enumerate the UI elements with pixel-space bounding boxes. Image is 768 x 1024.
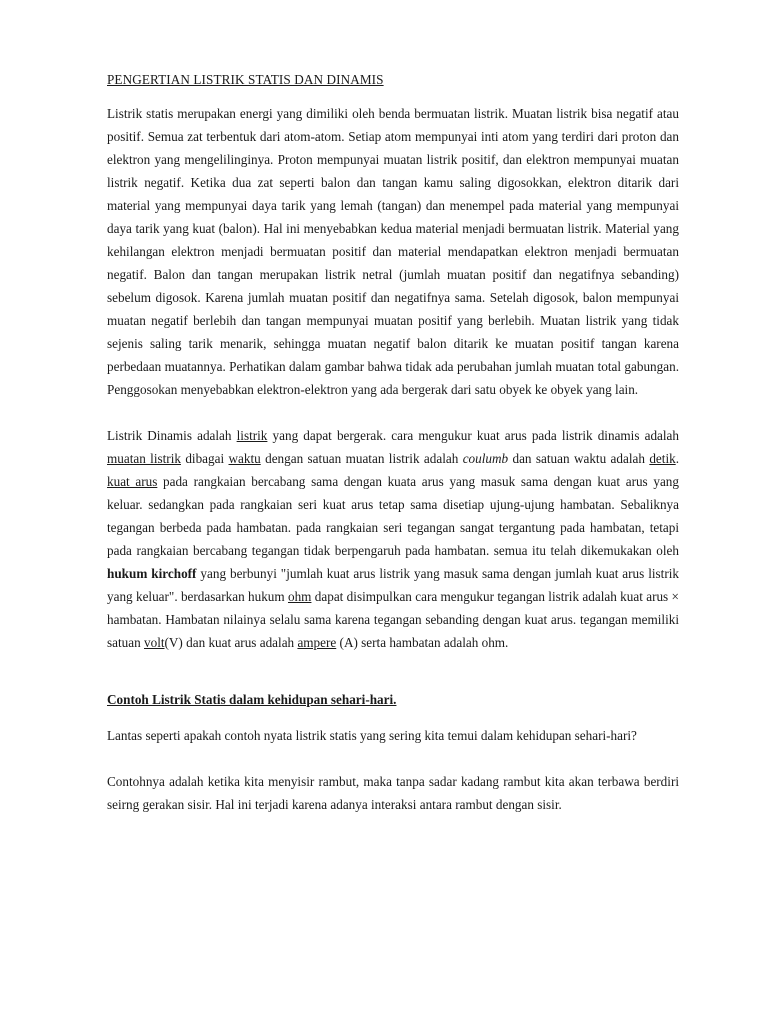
text-run: dibagai [180, 451, 229, 466]
paragraph-dynamic-electricity [107, 424, 679, 654]
link-ohm[interactable]: ohm [287, 589, 312, 604]
paragraph-question: Lantas seperti apakah contoh nyata listrik statis yang sering kita temui dalam kehidupan sehari-hari? [107, 728, 637, 743]
paragraph-static-electricity: Listrik statis merupakan energi yang dimiliki oleh benda bermuatan listrik. Muatan listrik bisa negatif atau positif. Semua zat terbentuk dari atom-atom. Setiap atom mempunyai inti atom yang terdiri dari proton dan elektron yang mengelilinginya. Proton mempunyai muatan listrik positif, dan elektron mempunyai muatan listrik negatif. Ketika dua zat seperti balon dan tangan kamu saling digosokkan, elektron ditarik dari material yang mempunyai daya tarik yang lemah (tangan) dan menempel pada material yang mempunyai daya tarik yang kuat (balon). Hal ini menyebabkan kedua material menjadi bermuatan listrik. Material yang kehilangan elektron menjadi bermuatan positif dan material mendapatkan elektron menjadi bermuatan negatif. Balon dan tangan merupakan listrik netral (jumlah muatan positif dan negatifnya sebanding) sebelum digosok. Karena jumlah muatan positif dan negatifnya sama. Setelah digosok, balon mempunyai muatan negatif berlebih dan tangan mempunyai muatan positif yang berlebih. Muatan listrik yang tidak sejenis saling tarik menarik, sehingga muatan negatif balon ditarik ke muatan positif tangan karena perbedaan muatannya. Perhatikan dalam gambar bahwa tidak ada perubahan jumlah muatan total gabungan. Penggosokan menyebabkan elektron-elektron yang ada bergerak dari satu obyek ke obyek yang lain. [107, 106, 679, 397]
link-listrik[interactable]: listrik [236, 428, 268, 443]
text-run: dan satuan waktu adalah [508, 451, 650, 466]
text-run: . [675, 451, 679, 466]
text-run: Listrik Dinamis adalah [107, 428, 237, 443]
link-kuat-arus[interactable]: kuat arus [107, 474, 158, 489]
text-run: (V) dan kuat arus adalah [164, 635, 298, 650]
document-title: PENGERTIAN LISTRIK STATIS DAN DINAMIS [107, 72, 384, 87]
term-coulumb: coulumb [462, 451, 509, 466]
link-detik[interactable]: detik [649, 451, 676, 466]
text-run: yang berbunyi "jumlah kuat arus listrik yang masuk sama dengan jumlah kuat arus listrik yang keluar". berdasarkan hukum [107, 566, 679, 604]
text-run: yang dapat bergerak. cara mengukur kuat arus pada listrik dinamis adalah [267, 428, 680, 443]
text-run: dapat disimpulkan cara mengukur tegangan listrik adalah kuat arus × hambatan. Hambatan nilainya selalu sama karena tegangan sebanding dengan kuat arus. tegangan memiliki satuan [107, 589, 679, 650]
text-run: (A) serta hambatan adalah ohm. [336, 635, 509, 650]
document-page [107, 68, 679, 816]
term-hukum-kirchoff: hukum kirchoff [107, 566, 197, 581]
link-ampere[interactable]: ampere [297, 635, 337, 650]
link-muatan-listrik[interactable]: muatan listrik [107, 451, 181, 466]
paragraph-example: Contohnya adalah ketika kita menyisir rambut, maka tanpa sadar kadang rambut kita akan terbawa berdiri seirng gerakan sisir. Hal ini terjadi karena adanya interaksi antara rambut dengan sisir. [107, 774, 679, 812]
link-waktu[interactable]: waktu [228, 451, 261, 466]
text-run: pada rangkaian bercabang sama dengan kuata arus yang masuk sama dengan kuat arus yang keluar. sedangkan pada rangkaian seri kuat arus tetap sama disetiap ujung-ujung hambatan. Sebaliknya tegangan berbeda pada hambatan. pada rangkaian seri tegangan sangat tergantung pada hambatan, tetapi pada rangkaian bercabang tegangan tidak berpengaruh pada hambatan. semua itu telah dikemukakan oleh [107, 474, 679, 558]
subheading-examples: Contoh Listrik Statis dalam kehidupan sehari-hari. [107, 692, 397, 707]
text-run: dengan satuan muatan listrik adalah [260, 451, 463, 466]
link-volt[interactable]: volt [144, 635, 165, 650]
